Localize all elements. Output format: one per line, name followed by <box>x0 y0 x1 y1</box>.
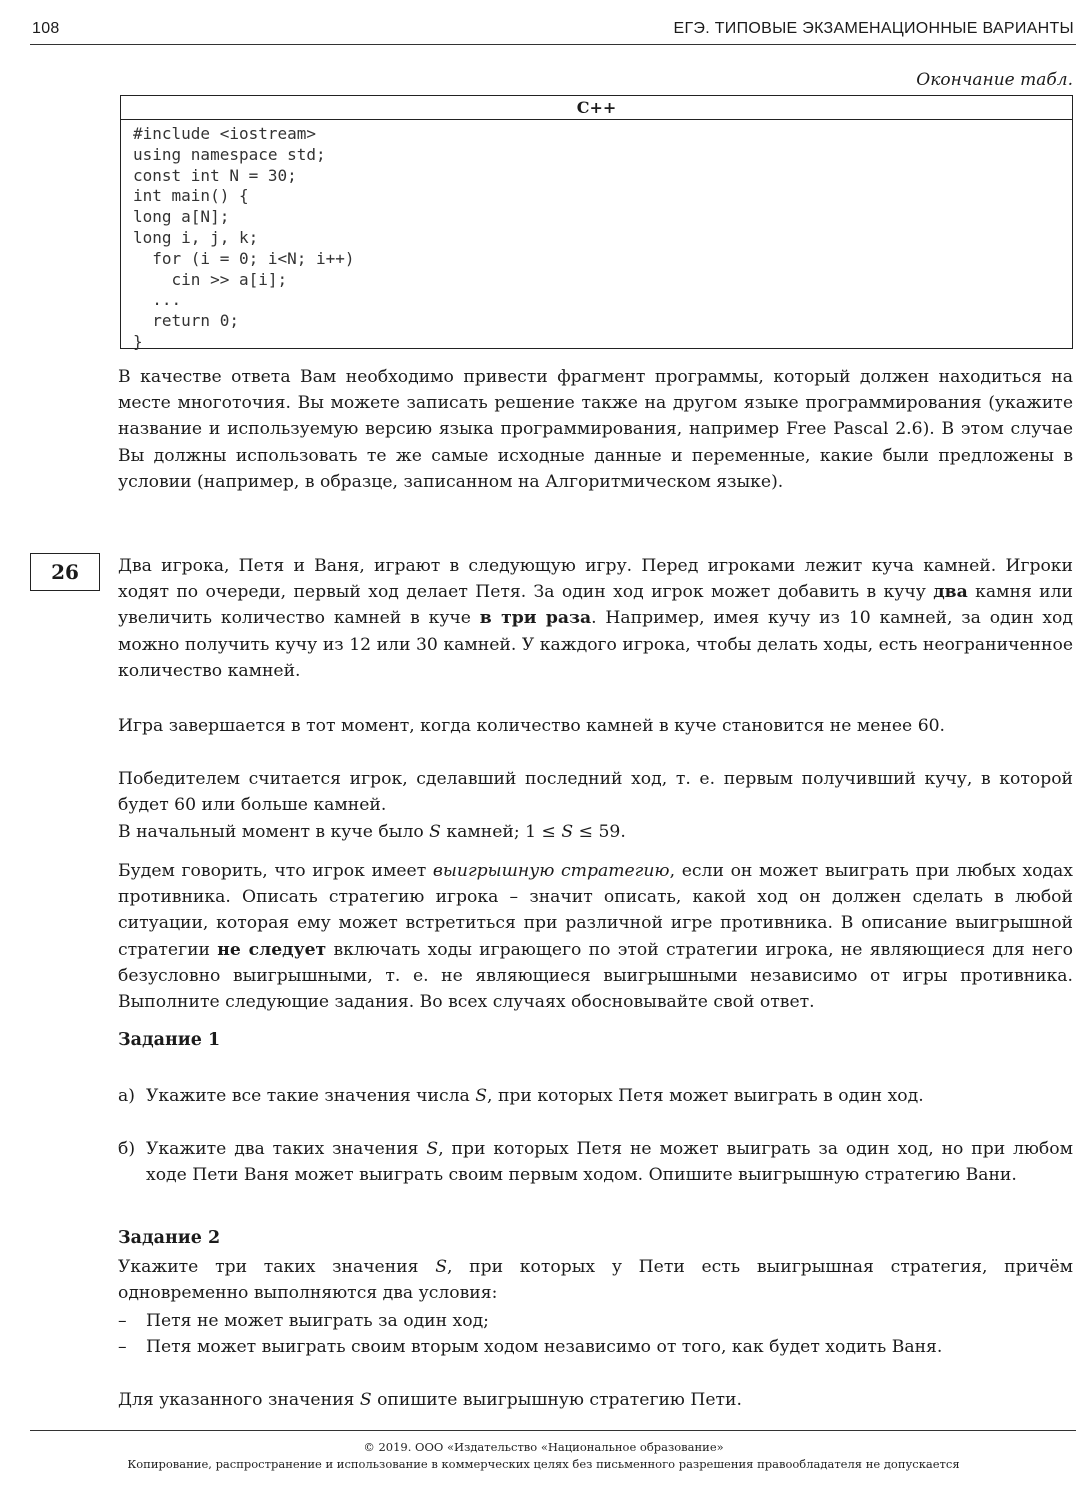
assignment-2-heading: Задание 2 <box>118 1228 221 1248</box>
answer-instructions: В качестве ответа Вам необходимо привести фрагмент программы, который должен находиться на месте многоточия. Вы можете записать решение также на другом языке программирования (укажите название и используемую версию языка программирования, например Free Pascal 2.6). В этом случае Вы должны использовать те же самые исходные данные и переменные, какие были предложены в условии (например, в образце, записанном на Алгоритмическом языке). <box>118 367 1073 492</box>
winner-rule: Победителем считается игрок, сделавший последний ход, т. е. первым получивший кучу, в которой будет 60 или больше камней. <box>118 769 1073 816</box>
assignment-1-heading: Задание 1 <box>118 1030 221 1050</box>
table-caption: Окончание табл. <box>916 70 1073 90</box>
condition-2: – Петя может выиграть своим вторым ходом независимо от того, как будет ходить Ваня. <box>118 1337 943 1357</box>
task-number-badge: 26 <box>30 553 100 591</box>
task-intro: Два игрока, Петя и Ваня, играют в следующую игру. Перед игроками лежит куча камней. Игроки ходят по очереди, первый ход делает Петя. За один ход игрок может добавить в кучу два камня или увеличить количество камней в куче в три раза. Например, имея кучу из 10 камней, за один ход можно получить кучу из 12 или 30 камней. У каждого игрока, чтобы делать ходы, есть неограниченное количество камней. <box>118 556 1073 681</box>
page-header <box>30 16 1076 45</box>
code-line: using namespace std; <box>133 144 326 164</box>
initial-state: В начальный момент в куче было S камней; 1 ≤ S ≤ 59. <box>118 822 626 842</box>
code-line: ... <box>133 290 182 310</box>
footer-copyright: © 2019. ООО «Издательство «Национальное образование» <box>363 1440 724 1454</box>
footer-notice: Копирование, распространение и использование в коммерческих целях без письменного разрешения правообладателя не допускается <box>127 1457 960 1471</box>
code-language-header: C++ <box>121 96 1072 120</box>
page-number: 108 <box>32 20 60 37</box>
code-line: int main() { <box>133 186 249 206</box>
code-line: } <box>133 331 143 351</box>
code-line: #include <iostream> <box>133 124 317 143</box>
footer-divider <box>30 1430 1076 1431</box>
condition-1: – Петя не может выиграть за один ход; <box>118 1311 489 1331</box>
code-line: for (i = 0; i<N; i++) <box>133 248 355 268</box>
code-table <box>120 95 1073 349</box>
code-listing <box>121 120 1072 353</box>
code-line: long i, j, k; <box>133 227 259 247</box>
assignment-1a: а) Укажите все такие значения числа S, при которых Петя может выиграть в один ход. <box>118 1086 924 1106</box>
assignment-2-final: Для указанного значения S опишите выигрышную стратегию Пети. <box>118 1390 742 1410</box>
running-title: ЕГЭ. ТИПОВЫЕ ЭКЗАМЕНАЦИОННЫЕ ВАРИАНТЫ <box>673 20 1074 37</box>
strategy-definition: Будем говорить, что игрок имеет выигрышную стратегию, если он может выиграть при любых ходах противника. Описать стратегию игрока – значит описать, какой ход он должен сделать в любой ситуации, которая ему может встретиться при различной игре противника. В описание выигрышной стратегии не следует включать ходы играющего по этой стратегии игрока, не являющиеся для него безусловно выигрышными, т. е. не являющиеся выигрышными независимо от игры противника. Выполните следующие задания. Во всех случаях обосновывайте свой ответ. <box>118 861 1074 1013</box>
game-end-rule: Игра завершается в тот момент, когда количество камней в куче становится не менее 60. <box>118 716 946 736</box>
code-line: const int N = 30; <box>133 165 297 185</box>
code-line: long a[N]; <box>133 207 230 227</box>
assignment-1b: б) Укажите два таких значения S, при которых Петя не может выиграть за один ход, но при любом ходе Пети Ваня может выиграть своим первым ходом. Опишите выигрышную стратегию Вани. <box>118 1139 1073 1185</box>
assignment-2-text: Укажите три таких значения S, при которых у Пети есть выигрышная стратегия, причём одновременно выполняются два условия: <box>118 1257 1073 1304</box>
code-line: cin >> a[i]; <box>133 269 288 289</box>
code-line: return 0; <box>133 311 239 331</box>
